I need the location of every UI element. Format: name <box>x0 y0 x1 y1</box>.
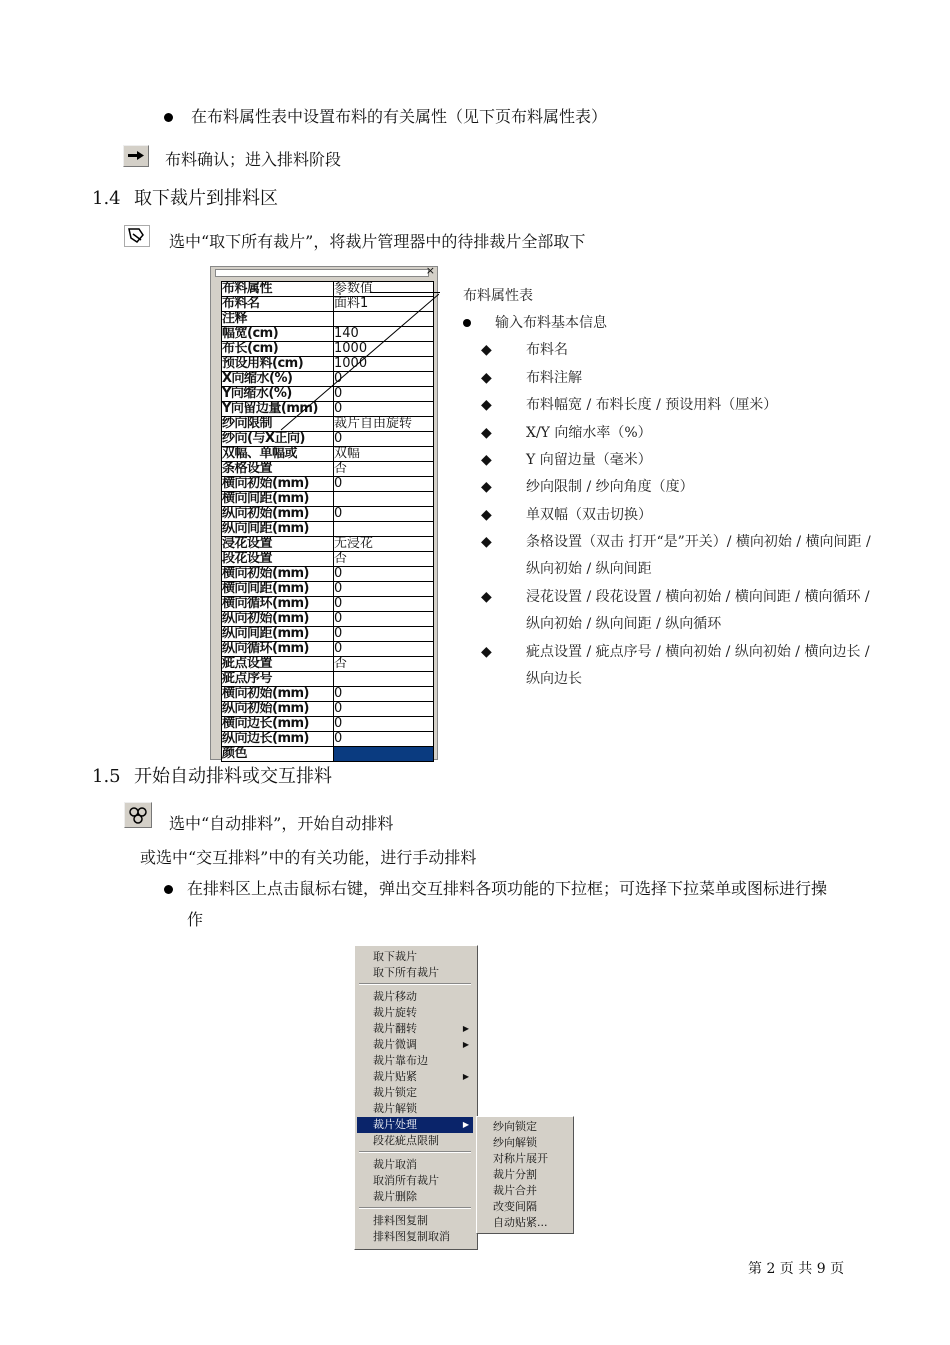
property-key: 预设用料(cm) <box>222 357 334 371</box>
property-value[interactable]: 0 <box>334 477 434 491</box>
property-value[interactable]: 面料1 <box>334 297 434 311</box>
property-key: Y向缩水(%) <box>222 387 334 401</box>
callout-line <box>370 292 440 293</box>
diamond-icon: ◆ <box>481 589 492 605</box>
menu-item-label: 裁片靠布边 <box>373 1054 428 1067</box>
property-key: 横向循环(mm) <box>222 597 334 611</box>
menu-item[interactable] <box>357 1005 473 1021</box>
property-value[interactable]: 1000 <box>334 342 434 356</box>
property-key: 纵向边长(mm) <box>222 732 334 746</box>
section-title: 开始自动排料或交互排料 <box>134 766 332 787</box>
menu-item-label: 裁片处理 <box>373 1118 417 1131</box>
menu-item-label: 裁片微调 <box>373 1038 417 1051</box>
side-item: 纵向初始 / 纵向间距 / 纵向循环 <box>526 616 722 632</box>
menu-item[interactable] <box>357 965 473 981</box>
menu-item[interactable] <box>357 1101 473 1117</box>
menu-item[interactable] <box>357 1133 473 1149</box>
menu-item-label: 裁片贴紧 <box>373 1070 417 1083</box>
property-value[interactable]: 0 <box>334 402 434 416</box>
menu-item[interactable] <box>357 1021 473 1037</box>
property-value[interactable]: 0 <box>334 687 434 701</box>
property-value[interactable]: 0 <box>334 702 434 716</box>
property-value[interactable]: 0 <box>334 507 434 521</box>
bullet-dot <box>164 885 173 894</box>
diamond-icon: ◆ <box>481 644 492 660</box>
side-item: 纵向边长 <box>526 671 582 687</box>
side-item: 纵向初始 / 纵向间距 <box>526 561 652 577</box>
property-value[interactable]: 0 <box>334 732 434 746</box>
property-key: 段花设置 <box>222 552 334 566</box>
side-item: 布料名 <box>526 342 568 358</box>
submenu-item[interactable]: 裁片分割 <box>493 1168 537 1181</box>
property-key: 横向初始(mm) <box>222 567 334 581</box>
property-key: 横向初始(mm) <box>222 477 334 491</box>
property-key: 注释 <box>222 312 334 326</box>
property-key: 纵向初始(mm) <box>222 507 334 521</box>
bullet-dot <box>164 113 173 122</box>
menu-item[interactable] <box>357 1213 473 1229</box>
property-value[interactable]: 0 <box>334 612 434 626</box>
side-item: 单双幅（双击切换） <box>526 507 652 523</box>
page-footer: 第 2 页 共 9 页 <box>748 1261 845 1277</box>
arrow-right-icon[interactable] <box>123 145 149 167</box>
side-item: Y 向留边量（毫米） <box>526 452 652 468</box>
property-value[interactable]: 否 <box>334 462 434 476</box>
diamond-icon: ◆ <box>481 370 492 386</box>
property-key: 疵点序号 <box>222 672 334 686</box>
menu-item[interactable] <box>357 1053 473 1069</box>
menu-item[interactable] <box>357 1069 473 1085</box>
side-title: 布料属性表 <box>463 288 533 304</box>
menu-item-label: 取消所有裁片 <box>373 1174 439 1187</box>
take-all-text: 选中“取下所有裁片”，将裁片管理器中的待排裁片全部取下 <box>169 232 586 251</box>
property-value[interactable]: 140 <box>334 327 434 341</box>
menu-item[interactable] <box>357 1157 473 1173</box>
property-value[interactable]: 0 <box>334 387 434 401</box>
menu-item-label: 裁片删除 <box>373 1190 417 1203</box>
property-key: 纵向间距(mm) <box>222 627 334 641</box>
submenu-arrow-icon: ▶ <box>462 1120 469 1129</box>
property-value[interactable]: 0 <box>334 717 434 731</box>
menu-item[interactable] <box>357 1037 473 1053</box>
menu-item-label: 裁片翻转 <box>373 1022 417 1035</box>
submenu-item[interactable]: 裁片合并 <box>493 1184 537 1197</box>
property-key: 布料属性 <box>222 282 334 296</box>
menu-item-label: 排料图复制取消 <box>373 1230 450 1243</box>
property-value[interactable]: 0 <box>334 627 434 641</box>
menu-item[interactable] <box>357 1085 473 1101</box>
menu-item[interactable] <box>357 949 473 965</box>
confirm-text: 布料确认；进入排料阶段 <box>165 150 342 169</box>
menu-item-label: 裁片移动 <box>373 990 417 1003</box>
side-item: 布料幅宽 / 布料长度 / 预设用料（厘米） <box>526 397 778 413</box>
diamond-icon: ◆ <box>481 342 492 358</box>
property-key: 纵向间距(mm) <box>222 522 334 536</box>
property-value[interactable]: 0 <box>334 642 434 656</box>
side-item: 条格设置（双击 打开“是”开关）/ 横向初始 / 横向间距 / <box>526 534 871 550</box>
menu-separator <box>359 983 471 985</box>
bullet-text: 在布料属性表中设置布料的有关属性（见下页布料属性表） <box>191 107 608 126</box>
right-click-text-cont: 作 <box>187 910 204 929</box>
diamond-icon: ◆ <box>481 452 492 468</box>
property-key: 纵向初始(mm) <box>222 612 334 626</box>
close-icon[interactable]: × <box>425 264 435 277</box>
property-value[interactable]: 无浸花 <box>334 537 434 551</box>
property-key: 疵点设置 <box>222 657 334 671</box>
property-value[interactable]: 1000 <box>334 357 434 371</box>
property-key: 幅宽(cm) <box>222 327 334 341</box>
auto-nest-icon[interactable] <box>124 802 152 828</box>
submenu-item[interactable]: 改变间隔 <box>493 1200 537 1213</box>
property-value[interactable]: 0 <box>334 597 434 611</box>
diagonal-line <box>211 267 439 761</box>
bullet-dot <box>463 319 471 327</box>
property-table <box>210 266 438 760</box>
submenu-item[interactable]: 自动贴紧... <box>493 1216 548 1229</box>
side-item: 纱向限制 / 纱向角度（度） <box>526 479 694 495</box>
property-key: 颜色 <box>222 747 334 761</box>
menu-item[interactable] <box>357 1117 473 1133</box>
property-value[interactable]: 否 <box>334 657 434 671</box>
submenu-arrow-icon: ▶ <box>462 1040 469 1049</box>
diamond-icon: ◆ <box>481 425 492 441</box>
menu-item[interactable] <box>357 1173 473 1189</box>
submenu-item[interactable]: 对称片展开 <box>493 1152 548 1165</box>
property-value[interactable]: 0 <box>334 582 434 596</box>
menu-item-label: 裁片旋转 <box>373 1006 417 1019</box>
property-value[interactable]: 参数值 <box>334 282 434 296</box>
property-key: 布长(cm) <box>222 342 334 356</box>
submenu-arrow-icon: ▶ <box>462 1024 469 1033</box>
menu-item-label: 段花疵点限制 <box>373 1134 439 1147</box>
property-value[interactable]: 裁片自由旋转 <box>334 417 434 431</box>
property-key: 布料名 <box>222 297 334 311</box>
property-key: 纱向(与X正向) <box>222 432 334 446</box>
diamond-icon: ◆ <box>481 479 492 495</box>
property-key: X向缩水(%) <box>222 372 334 386</box>
property-key: 浸花设置 <box>222 537 334 551</box>
submenu <box>476 1116 574 1234</box>
property-key: 双幅、单幅或 <box>222 447 334 461</box>
side-bullet: 输入布料基本信息 <box>495 315 607 331</box>
take-pieces-icon[interactable] <box>124 225 150 247</box>
menu-item-label: 排料图复制 <box>373 1214 428 1227</box>
side-item: 疵点设置 / 疵点序号 / 横向初始 / 纵向初始 / 横向边长 / <box>526 644 870 660</box>
diamond-icon: ◆ <box>481 397 492 413</box>
right-click-text: 在排料区上点击鼠标右键，弹出交互排料各项功能的下拉框；可选择下拉菜单或图标进行操 <box>187 879 828 898</box>
property-value[interactable]: 0 <box>334 567 434 581</box>
menu-item-label: 取下所有裁片 <box>373 966 439 979</box>
section-title: 取下裁片到排料区 <box>134 188 278 209</box>
property-key: 纱向限制 <box>222 417 334 431</box>
or-text: 或选中“交互排料”中的有关功能，进行手动排料 <box>140 848 477 867</box>
property-key: 横向间距(mm) <box>222 582 334 596</box>
property-key: 条格设置 <box>222 462 334 476</box>
property-key: 横向间距(mm) <box>222 492 334 506</box>
menu-item[interactable] <box>357 989 473 1005</box>
submenu-item[interactable]: 纱向解锁 <box>493 1136 537 1149</box>
submenu-item[interactable]: 纱向锁定 <box>493 1120 537 1133</box>
property-key: 横向边长(mm) <box>222 717 334 731</box>
side-item: 浸花设置 / 段花设置 / 横向初始 / 横向间距 / 横向循环 / <box>526 589 870 605</box>
menu-item-label: 裁片取消 <box>373 1158 417 1171</box>
side-item: X/Y 向缩水率（%） <box>526 425 652 441</box>
menu-item[interactable] <box>357 1189 473 1205</box>
submenu-arrow-icon: ▶ <box>462 1072 469 1081</box>
diamond-icon: ◆ <box>481 507 492 523</box>
property-value[interactable]: 双幅 <box>334 447 434 461</box>
property-key: 纵向初始(mm) <box>222 702 334 716</box>
section-number: 1.5 <box>92 766 121 787</box>
property-key: Y向留边量(mm) <box>222 402 334 416</box>
diamond-icon: ◆ <box>481 534 492 550</box>
side-item: 布料注解 <box>526 370 582 386</box>
menu-separator <box>359 1207 471 1209</box>
section-number: 1.4 <box>92 188 121 209</box>
property-value[interactable]: 0 <box>334 372 434 386</box>
menu-separator <box>359 1151 471 1153</box>
property-key: 横向初始(mm) <box>222 687 334 701</box>
property-key: 纵向循环(mm) <box>222 642 334 656</box>
property-value[interactable]: 否 <box>334 552 434 566</box>
context-menu <box>354 945 478 1250</box>
menu-item[interactable] <box>357 1229 473 1245</box>
menu-item-label: 取下裁片 <box>373 950 417 963</box>
menu-item-label: 裁片解锁 <box>373 1102 417 1115</box>
menu-item-label: 裁片锁定 <box>373 1086 417 1099</box>
auto-text: 选中“自动排料”，开始自动排料 <box>169 814 394 833</box>
property-value[interactable]: 0 <box>334 432 434 446</box>
